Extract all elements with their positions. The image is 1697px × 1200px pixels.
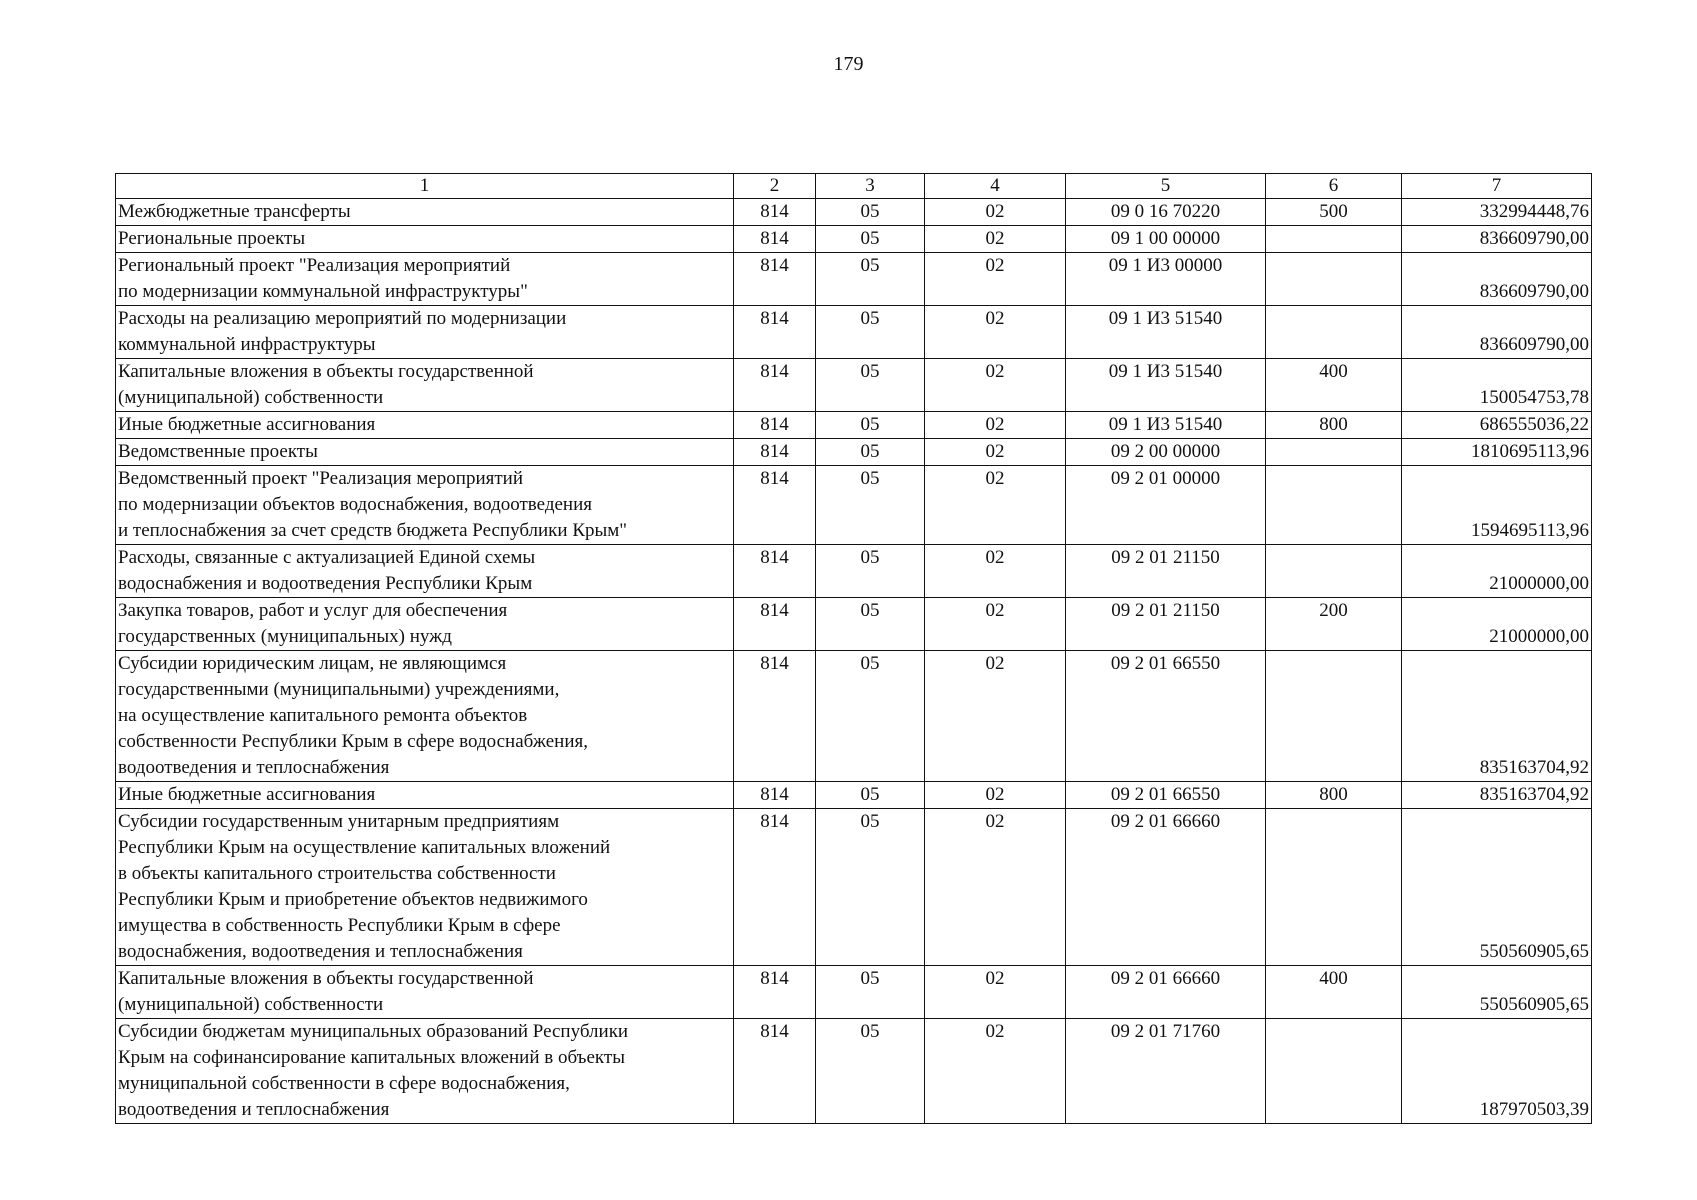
table-row <box>116 199 1592 226</box>
target-article-cell: 09 1 И3 00000 <box>1066 253 1266 306</box>
expense-name-cell: Ведомственные проекты <box>116 439 734 466</box>
expense-name-cell: Региональный проект "Реализация мероприятий по модернизации коммунальной инфраструктуры" <box>116 253 734 306</box>
table-row <box>116 466 1592 545</box>
admin-code-cell: 814 <box>734 651 816 782</box>
target-article-cell: 09 1 И3 51540 <box>1066 359 1266 412</box>
table-row <box>116 439 1592 466</box>
target-article-cell: 09 2 01 66550 <box>1066 782 1266 809</box>
expense-type-cell: 400 <box>1266 966 1402 1019</box>
subsection-code-cell: 02 <box>925 439 1066 466</box>
column-header-7: 7 <box>1402 174 1592 199</box>
section-code-cell: 05 <box>816 466 925 545</box>
subsection-code-cell: 02 <box>925 1019 1066 1124</box>
subsection-code-cell: 02 <box>925 359 1066 412</box>
section-code-cell: 05 <box>816 412 925 439</box>
table-row <box>116 1019 1592 1124</box>
expense-name-cell: Межбюджетные трансферты <box>116 199 734 226</box>
expense-type-cell: 500 <box>1266 199 1402 226</box>
section-code-cell: 05 <box>816 253 925 306</box>
subsection-code-cell: 02 <box>925 782 1066 809</box>
amount-cell: 1594695113,96 <box>1402 466 1592 545</box>
expense-type-cell <box>1266 439 1402 466</box>
expense-name-cell: Капитальные вложения в объекты государственной (муниципальной) собственности <box>116 966 734 1019</box>
target-article-cell: 09 2 00 00000 <box>1066 439 1266 466</box>
expense-name-cell: Субсидии бюджетам муниципальных образований Республики Крым на софинансирование капитальных вложений в объекты муниципальной собственности в сфере водоснабжения, водоотведения и теплоснабжения <box>116 1019 734 1124</box>
section-code-cell: 05 <box>816 966 925 1019</box>
table-row <box>116 545 1592 598</box>
target-article-cell: 09 2 01 21150 <box>1066 545 1266 598</box>
amount-cell: 836609790,00 <box>1402 306 1592 359</box>
target-article-cell: 09 1 00 00000 <box>1066 226 1266 253</box>
expense-type-cell <box>1266 651 1402 782</box>
section-code-cell: 05 <box>816 439 925 466</box>
amount-cell: 187970503,39 <box>1402 1019 1592 1124</box>
table-row <box>116 782 1592 809</box>
column-header-1: 1 <box>116 174 734 199</box>
admin-code-cell: 814 <box>734 412 816 439</box>
expense-name-cell: Иные бюджетные ассигнования <box>116 412 734 439</box>
subsection-code-cell: 02 <box>925 466 1066 545</box>
expense-type-cell <box>1266 545 1402 598</box>
section-code-cell: 05 <box>816 359 925 412</box>
target-article-cell: 09 2 01 66550 <box>1066 651 1266 782</box>
table-row <box>116 598 1592 651</box>
expense-type-cell: 800 <box>1266 782 1402 809</box>
target-article-cell: 09 0 16 70220 <box>1066 199 1266 226</box>
admin-code-cell: 814 <box>734 966 816 1019</box>
subsection-code-cell: 02 <box>925 199 1066 226</box>
section-code-cell: 05 <box>816 306 925 359</box>
table-row <box>116 359 1592 412</box>
table-row <box>116 966 1592 1019</box>
section-code-cell: 05 <box>816 199 925 226</box>
admin-code-cell: 814 <box>734 809 816 966</box>
column-header-6: 6 <box>1266 174 1402 199</box>
subsection-code-cell: 02 <box>925 651 1066 782</box>
section-code-cell: 05 <box>816 809 925 966</box>
amount-cell: 21000000,00 <box>1402 598 1592 651</box>
section-code-cell: 05 <box>816 651 925 782</box>
expense-type-cell <box>1266 1019 1402 1124</box>
section-code-cell: 05 <box>816 545 925 598</box>
budget-table <box>115 173 1592 1124</box>
admin-code-cell: 814 <box>734 226 816 253</box>
expense-name-cell: Капитальные вложения в объекты государственной (муниципальной) собственности <box>116 359 734 412</box>
table-row <box>116 253 1592 306</box>
amount-cell: 836609790,00 <box>1402 253 1592 306</box>
table-row <box>116 226 1592 253</box>
expense-type-cell <box>1266 466 1402 545</box>
subsection-code-cell: 02 <box>925 598 1066 651</box>
target-article-cell: 09 2 01 66660 <box>1066 809 1266 966</box>
column-header-2: 2 <box>734 174 816 199</box>
column-header-5: 5 <box>1066 174 1266 199</box>
admin-code-cell: 814 <box>734 306 816 359</box>
expense-name-cell: Иные бюджетные ассигнования <box>116 782 734 809</box>
target-article-cell: 09 2 01 71760 <box>1066 1019 1266 1124</box>
table-body <box>116 199 1592 1124</box>
expense-type-cell <box>1266 809 1402 966</box>
page-number: 179 <box>833 53 864 75</box>
expense-type-cell <box>1266 306 1402 359</box>
admin-code-cell: 814 <box>734 253 816 306</box>
table-header <box>116 174 1592 199</box>
expense-type-cell: 200 <box>1266 598 1402 651</box>
target-article-cell: 09 2 01 66660 <box>1066 966 1266 1019</box>
amount-cell: 550560905,65 <box>1402 966 1592 1019</box>
admin-code-cell: 814 <box>734 545 816 598</box>
admin-code-cell: 814 <box>734 439 816 466</box>
expense-type-cell: 800 <box>1266 412 1402 439</box>
admin-code-cell: 814 <box>734 598 816 651</box>
section-code-cell: 05 <box>816 1019 925 1124</box>
section-code-cell: 05 <box>816 782 925 809</box>
amount-cell: 836609790,00 <box>1402 226 1592 253</box>
table-row <box>116 809 1592 966</box>
expense-type-cell <box>1266 253 1402 306</box>
subsection-code-cell: 02 <box>925 306 1066 359</box>
expense-name-cell: Закупка товаров, работ и услуг для обеспечения государственных (муниципальных) нужд <box>116 598 734 651</box>
amount-cell: 686555036,22 <box>1402 412 1592 439</box>
amount-cell: 332994448,76 <box>1402 199 1592 226</box>
column-header-4: 4 <box>925 174 1066 199</box>
amount-cell: 550560905,65 <box>1402 809 1592 966</box>
section-code-cell: 05 <box>816 598 925 651</box>
amount-cell: 21000000,00 <box>1402 545 1592 598</box>
expense-type-cell <box>1266 226 1402 253</box>
expense-name-cell: Субсидии государственным унитарным предприятиям Республики Крым на осуществление капитальных вложений в объекты капитального строительства собственности Республики Крым и приобретение объектов недвижимого имущества в собственность Республики Крым в сфере водоснабжения, водоотведения и теплоснабжения <box>116 809 734 966</box>
column-header-3: 3 <box>816 174 925 199</box>
subsection-code-cell: 02 <box>925 226 1066 253</box>
subsection-code-cell: 02 <box>925 253 1066 306</box>
section-code-cell: 05 <box>816 226 925 253</box>
expense-name-cell: Ведомственный проект "Реализация мероприятий по модернизации объектов водоснабжения, водоотведения и теплоснабжения за счет средств бюджета Республики Крым" <box>116 466 734 545</box>
header-row <box>116 174 1592 199</box>
amount-cell: 835163704,92 <box>1402 651 1592 782</box>
admin-code-cell: 814 <box>734 199 816 226</box>
admin-code-cell: 814 <box>734 466 816 545</box>
amount-cell: 1810695113,96 <box>1402 439 1592 466</box>
amount-cell: 835163704,92 <box>1402 782 1592 809</box>
expense-name-cell: Региональные проекты <box>116 226 734 253</box>
target-article-cell: 09 1 И3 51540 <box>1066 306 1266 359</box>
table-row <box>116 412 1592 439</box>
expense-type-cell: 400 <box>1266 359 1402 412</box>
admin-code-cell: 814 <box>734 1019 816 1124</box>
expense-name-cell: Расходы, связанные с актуализацией Единой схемы водоснабжения и водоотведения Республики Крым <box>116 545 734 598</box>
table-row <box>116 651 1592 782</box>
target-article-cell: 09 1 И3 51540 <box>1066 412 1266 439</box>
admin-code-cell: 814 <box>734 359 816 412</box>
subsection-code-cell: 02 <box>925 545 1066 598</box>
subsection-code-cell: 02 <box>925 966 1066 1019</box>
amount-cell: 150054753,78 <box>1402 359 1592 412</box>
subsection-code-cell: 02 <box>925 412 1066 439</box>
target-article-cell: 09 2 01 21150 <box>1066 598 1266 651</box>
expense-name-cell: Субсидии юридическим лицам, не являющимся государственными (муниципальными) учреждениями, на осуществление капитального ремонта объектов собственности Республики Крым в сфере водоснабжения, водоотведения и теплоснабжения <box>116 651 734 782</box>
table-row <box>116 306 1592 359</box>
subsection-code-cell: 02 <box>925 809 1066 966</box>
expense-name-cell: Расходы на реализацию мероприятий по модернизации коммунальной инфраструктуры <box>116 306 734 359</box>
target-article-cell: 09 2 01 00000 <box>1066 466 1266 545</box>
admin-code-cell: 814 <box>734 782 816 809</box>
